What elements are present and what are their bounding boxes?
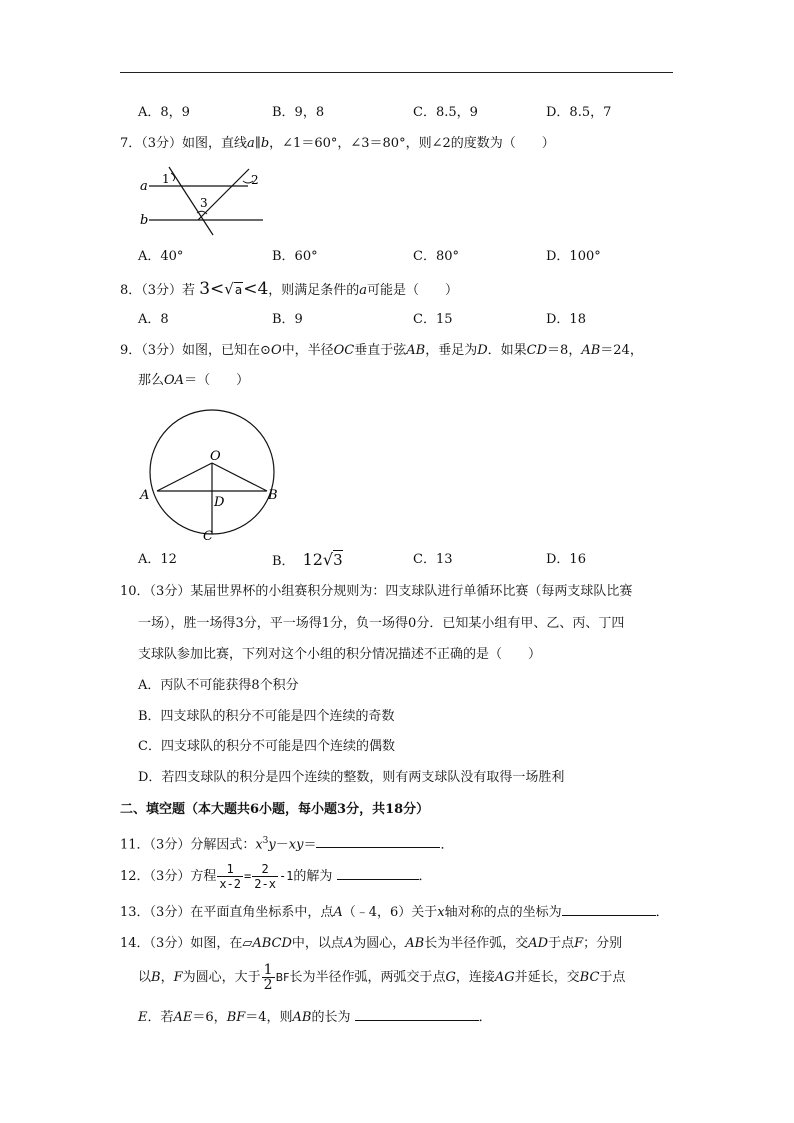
top-rule [120, 72, 673, 73]
q9-figure [135, 407, 285, 547]
q10-stem-line1: 10．（3分）某届世界杯的小组赛积分规则为：四支球队进行单循环比赛（每两支球队比赛 [120, 584, 633, 599]
q7-label-2: 2 [251, 173, 259, 187]
q14-line3: E．若AE＝6，BF＝4，则AB的长为 ． [138, 1010, 492, 1025]
q14-answer-blank[interactable] [355, 1020, 479, 1021]
q9-label-B: B [268, 488, 278, 503]
q14-fraction: $\frac{1}{2}$ [263, 962, 273, 993]
q6-option-a[interactable]: A．8，9 [138, 105, 190, 120]
q12-fraction-right: $\frac{2}{2-x}$ [254, 862, 276, 891]
q11: 11．（3分）分解因式：$x^3y-xy=$ ． [120, 836, 454, 853]
q9-label-C: C [203, 529, 213, 544]
q6-option-b[interactable]: B．9，8 [272, 105, 325, 120]
q14-line1: 14．（3分）如图，在▱ABCD中，以点A为圆心，AB长为半径作弧，交AD于点F；分别 [120, 936, 623, 951]
q10-stem-line3: 支球队参加比赛，下列对这个小组的积分情况描述不正确的是（ ） [138, 647, 542, 662]
q7-label-1: 1 [162, 172, 170, 186]
q8-option-d[interactable]: D．18 [546, 312, 586, 327]
q10-stem-line2: 一场），胜一场得3分，平一场得1分，负一场得0分．已知某小组有甲、乙、丙、丁四 [138, 616, 625, 631]
q6-option-d[interactable]: D．8.5，7 [546, 105, 612, 120]
q9-stem-line2: 那么OA＝（ ） [138, 373, 250, 388]
q12: 12．（3分）方程 $\frac{1}{x-2}$ = $\frac{2}{2-x}$ -1的解为 ． [120, 862, 432, 891]
q13: 13．（3分）在平面直角坐标系中，点A（﹣4，6）关于x轴对称的点的坐标为 ． [120, 905, 669, 920]
q7-label-3: 3 [200, 196, 208, 210]
q12-fraction-left: $\frac{1}{x-2}$ [219, 862, 242, 891]
q8-option-c[interactable]: C．15 [413, 312, 453, 327]
q9-label-D: D [214, 495, 225, 510]
q6-option-c[interactable]: C．8.5，9 [413, 105, 478, 120]
q11-answer-blank[interactable] [316, 847, 440, 848]
section-heading: 二、填空题（本大题共6小题，每小题3分，共18分） [120, 802, 430, 817]
q10-option-b[interactable]: B．四支球队的积分不可能是四个连续的奇数 [138, 709, 395, 724]
q8-option-b[interactable]: B．9 [272, 312, 303, 327]
q7-stem: 7．（3分）如图，直线a∥b，∠1＝60°，∠3＝80°，则∠2的度数为（ ） [120, 136, 555, 151]
q10-option-a[interactable]: A．丙队不可能获得8个积分 [138, 678, 299, 693]
q13-answer-blank[interactable] [562, 915, 656, 916]
q10-option-d[interactable]: D．若四支球队的积分是四个连续的整数，则有两支球队没有取得一场胜利 [138, 770, 565, 785]
q8-stem: 8．（3分）若 3<√a<4，则满足条件的a可能是（ ） [120, 279, 459, 299]
q12-answer-blank[interactable] [337, 879, 419, 880]
q9-option-b[interactable]: B． 12√3 [272, 550, 343, 569]
q9-option-c[interactable]: C．13 [413, 552, 453, 567]
q7-option-a[interactable]: A．40° [138, 249, 184, 264]
q9-label-A: A [140, 488, 150, 503]
q14-line2: 以B，F为圆心，大于 $\frac{1}{2}$ BF长为半径作弧，两弧交于点G，连接AG并延长，交BC于点 [138, 962, 626, 993]
q7-option-d[interactable]: D．100° [546, 249, 601, 264]
q9-option-a[interactable]: A．12 [138, 552, 177, 567]
q10-option-c[interactable]: C．四支球队的积分不可能是四个连续的偶数 [138, 739, 395, 754]
q7-label-b: b [140, 213, 149, 228]
q8-option-a[interactable]: A．8 [138, 312, 169, 327]
q7-option-c[interactable]: C．80° [413, 249, 459, 264]
q9-label-O: O [210, 449, 221, 464]
q7-option-b[interactable]: B．60° [272, 249, 318, 264]
q7-label-a: a [140, 179, 148, 194]
q9-option-d[interactable]: D．16 [546, 552, 586, 567]
q7-figure [135, 163, 270, 238]
q9-stem-line1: 9．（3分）如图，已知在⊙O中，半径OC垂直于弦AB，垂足为D．如果CD＝8，AB＝24， [120, 343, 643, 358]
